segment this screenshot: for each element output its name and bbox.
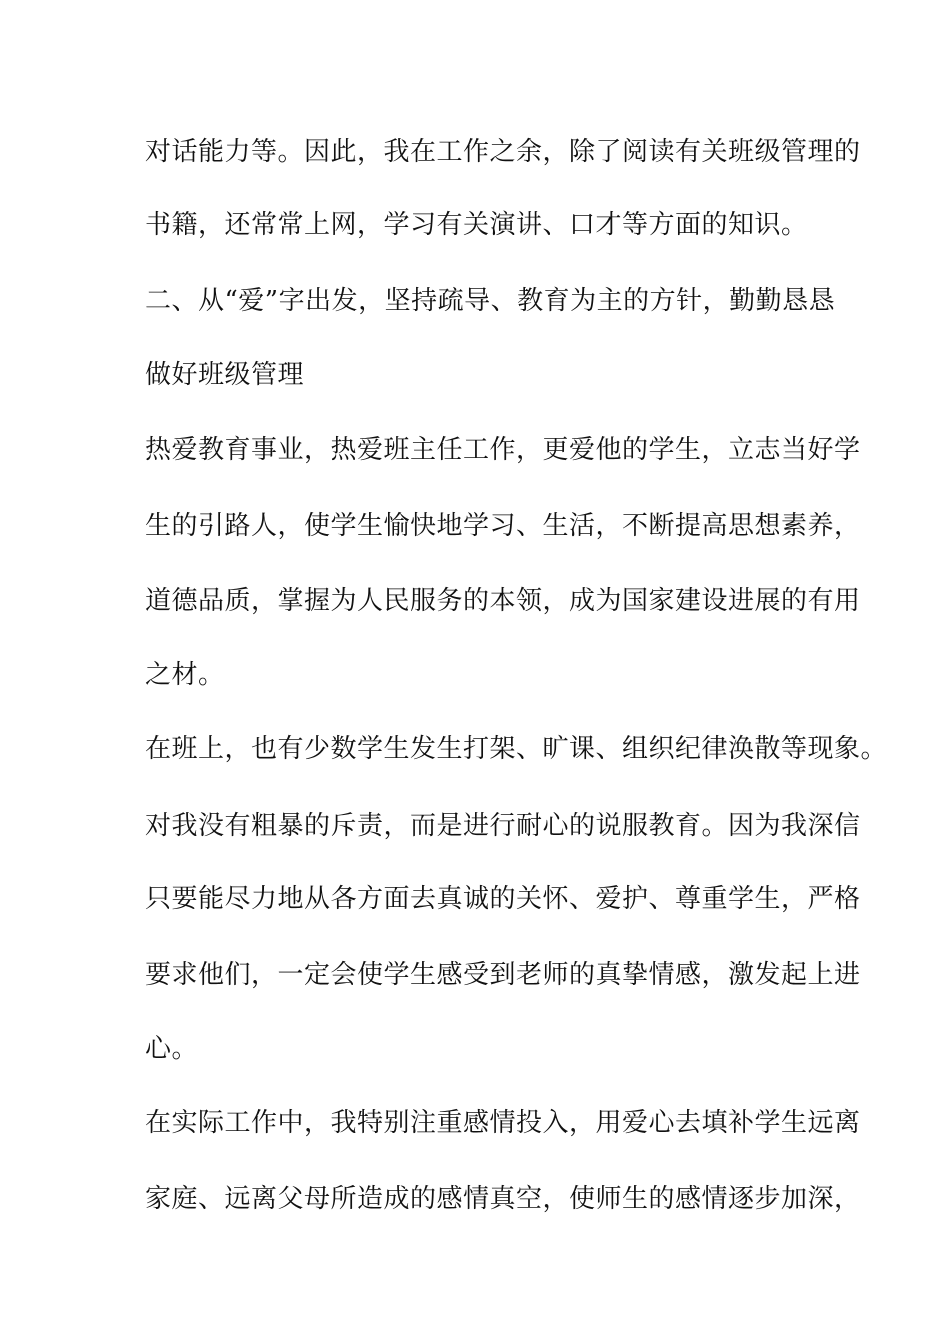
text-line: 热爱教育事业，热爱班主任工作，更爱他的学生，立志当好学 [145,435,861,465]
text-line: 对我没有粗暴的斥责，而是进行耐心的说服教育。因为我深信 [145,811,861,841]
text-line: 在班上，也有少数学生发生打架、旷课、组织纪律涣散等现象。 [145,734,888,764]
text-line: 之材。 [145,660,225,690]
text-line: 生的引路人，使学生愉快地学习、生活，不断提高思想素养， [145,511,861,541]
text-line: 要求他们，一定会使学生感受到老师的真挚情感，激发起上进 [145,960,861,990]
text-line: 在实际工作中，我特别注重感情投入，用爱心去填补学生远离 [145,1108,861,1138]
text-line: 心。 [145,1034,199,1064]
text-line: 只要能尽力地从各方面去真诚的关怀、爱护、尊重学生，严格 [145,884,861,914]
text-line: 家庭、远离父母所造成的感情真空，使师生的感情逐步加深， [145,1184,861,1214]
section-heading-line: 做好班级管理 [145,360,305,390]
text-line: 书籍，还常常上网，学习有关演讲、口才等方面的知识。 [145,210,808,240]
section-heading-line: 二、从“爱”字出发，坚持疏导、教育为主的方针，勤勤恳恳 [145,286,836,316]
text-line: 对话能力等。因此，我在工作之余，除了阅读有关班级管理的 [145,137,861,167]
text-line: 道德品质，掌握为人民服务的本领，成为国家建设进展的有用 [145,586,861,616]
